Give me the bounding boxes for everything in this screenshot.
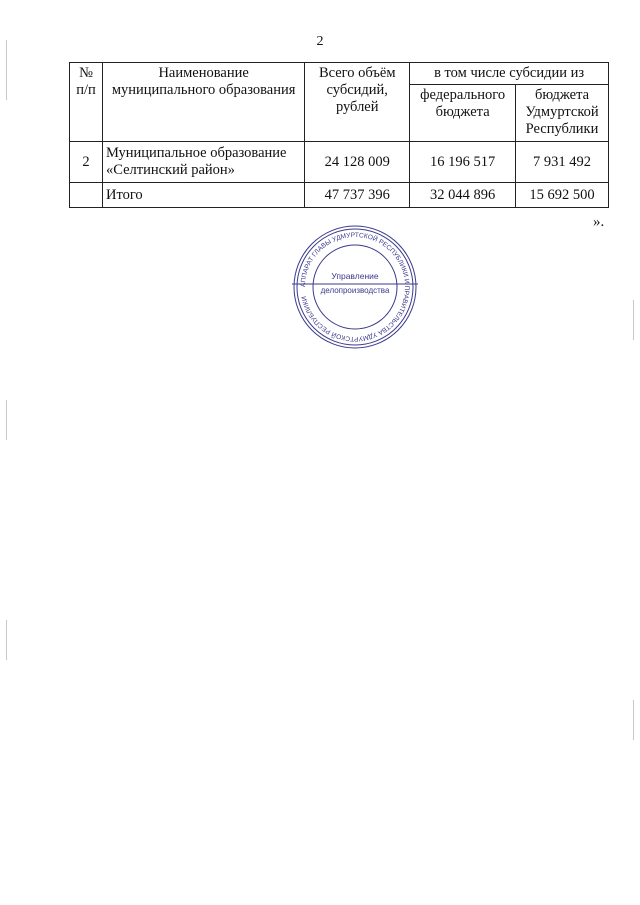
header-total — [305, 63, 410, 142]
closing-quote-mark: ». — [593, 214, 605, 230]
header-republic — [516, 85, 609, 142]
header-federal — [410, 85, 516, 142]
total-republic: 15 692 500 — [516, 183, 609, 208]
header-name-text: Наименование муниципального образования — [111, 65, 296, 98]
official-stamp — [290, 222, 420, 352]
stamp-center-line-2: делопроизводства — [320, 286, 390, 295]
row-name: Муниципальное образование «Селтинский район» — [102, 142, 304, 183]
table-total-row — [70, 183, 609, 208]
header-total-text: Всего объём субсидий, рублей — [318, 65, 396, 115]
page-number: 2 — [316, 34, 324, 49]
scan-edge-mark — [633, 700, 634, 740]
header-federal-text: федерального бюджета — [420, 87, 506, 120]
scan-edge-mark — [6, 40, 7, 100]
scan-edge-mark — [633, 300, 634, 340]
total-federal: 32 044 896 — [410, 183, 516, 208]
stamp-ring-textpath: АППАРАТ ГЛАВЫ УДМУРТСКОЙ РЕСПУБЛИКИ И ПРАВИТЕЛЬСТВА УДМУРТСКОЙ РЕСПУБЛИКИ — [299, 231, 411, 343]
stamp-center-line-1: Управление — [331, 271, 379, 281]
row-total: 24 128 009 — [305, 142, 410, 183]
header-num — [70, 63, 103, 142]
header-name — [102, 63, 304, 142]
table-header-row — [70, 63, 609, 85]
table-row — [70, 142, 609, 183]
scan-edge-mark — [6, 620, 7, 660]
header-num-text: № п/п — [76, 65, 96, 98]
row-republic: 7 931 492 — [516, 142, 609, 183]
header-group-text: в том числе субсидии из — [434, 65, 585, 81]
header-group — [410, 63, 609, 85]
row-federal: 16 196 517 — [410, 142, 516, 183]
scan-edge-mark — [6, 400, 7, 440]
total-total: 47 737 396 — [305, 183, 410, 208]
total-name: Итого — [102, 183, 304, 208]
total-num — [70, 183, 103, 208]
header-republic-text: бюджета Удмуртской Республики — [525, 87, 599, 137]
row-num: 2 — [70, 142, 103, 183]
subsidy-table — [69, 62, 609, 208]
